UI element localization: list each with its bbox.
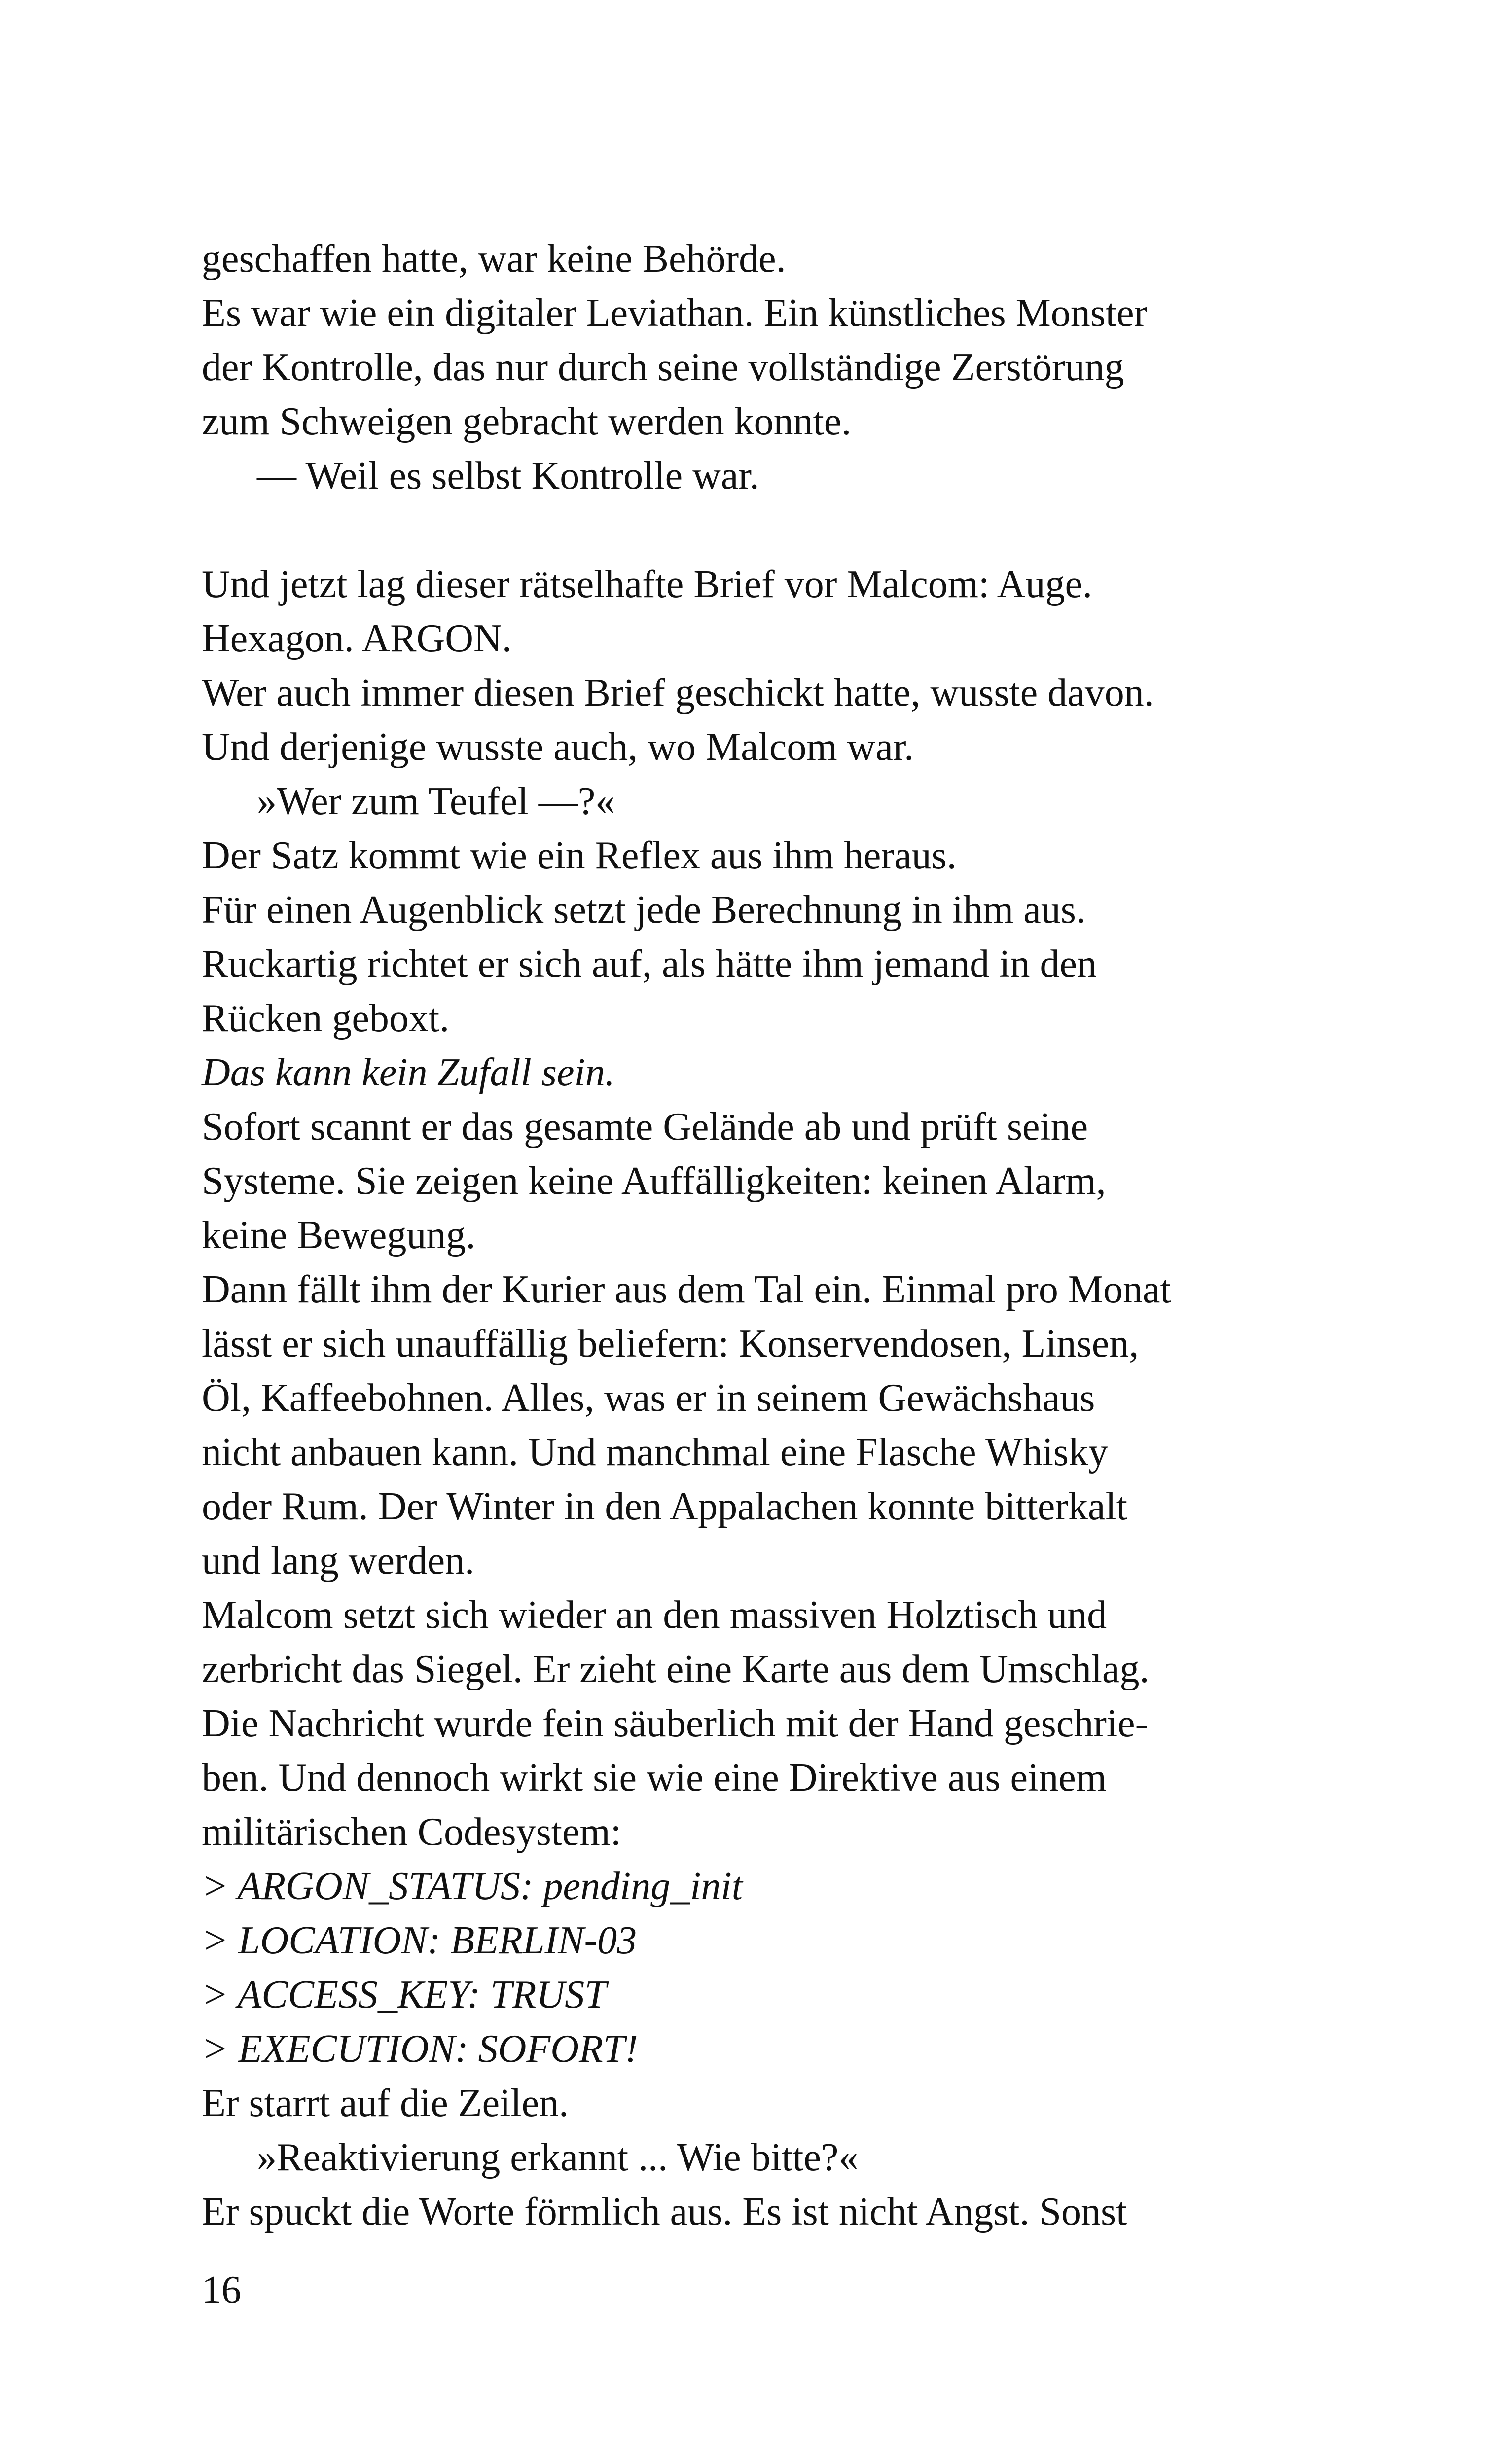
text-line: Ruckartig richtet er sich auf, als hätte ihm jemand in den — [202, 942, 1097, 986]
text-line: geschaffen hatte, war keine Behörde. — [202, 237, 786, 281]
italic-text-line: Das kann kein Zufall sein. — [202, 1051, 615, 1094]
page-number: 16 — [202, 2268, 241, 2312]
text-line: Hexagon. ARGON. — [202, 617, 512, 660]
text-line: der Kontrolle, das nur durch seine vollständige Zerstörung — [202, 346, 1124, 389]
text-line: »Reaktivierung erkannt ... Wie bitte?« — [257, 2136, 859, 2179]
text-line: und lang werden. — [202, 1539, 475, 1582]
text-line: Und derjenige wusste auch, wo Malcom war. — [202, 725, 914, 769]
text-line: zum Schweigen gebracht werden konnte. — [202, 400, 852, 443]
text-line: Er starrt auf die Zeilen. — [202, 2082, 569, 2125]
text-line: Der Satz kommt wie ein Reflex aus ihm heraus. — [202, 834, 957, 877]
text-line: »Wer zum Teufel —?« — [257, 780, 615, 823]
text-line: keine Bewegung. — [202, 1214, 476, 1257]
text-line: Er spuckt die Worte förmlich aus. Es ist nicht Angst. Sonst — [202, 2190, 1127, 2233]
text-line: lässt er sich unauffällig beliefern: Konservendosen, Linsen, — [202, 1322, 1139, 1366]
text-line: Die Nachricht wurde fein säuberlich mit der Hand geschrie- — [202, 1702, 1149, 1745]
text-line: Sofort scannt er das gesamte Gelände ab und prüft seine — [202, 1105, 1088, 1149]
text-line: Systeme. Sie zeigen keine Auffälligkeiten: keinen Alarm, — [202, 1159, 1106, 1203]
code-line: > LOCATION: BERLIN-03 — [202, 1919, 637, 1962]
text-line: Malcom setzt sich wieder an den massiven Holztisch und — [202, 1593, 1107, 1637]
text-line: ben. Und dennoch wirkt sie wie eine Direktive aus einem — [202, 1756, 1107, 1799]
text-line: nicht anbauen kann. Und manchmal eine Flasche Whisky — [202, 1431, 1109, 1474]
text-line: Wer auch immer diesen Brief geschickt hatte, wusste davon. — [202, 671, 1154, 715]
text-line: Für einen Augenblick setzt jede Berechnung in ihm aus. — [202, 888, 1086, 932]
code-line: > ACCESS_KEY: TRUST — [202, 1973, 607, 2016]
text-line: Rücken geboxt. — [202, 997, 450, 1040]
body-text — [202, 232, 1336, 2239]
text-line: militärischen Codesystem: — [202, 1810, 621, 1854]
text-line: zerbricht das Siegel. Er zieht eine Karte aus dem Umschlag. — [202, 1648, 1150, 1691]
code-line: > EXECUTION: SOFORT! — [202, 2027, 639, 2071]
text-line: — Weil es selbst Kontrolle war. — [257, 454, 759, 498]
text-line: Und jetzt lag dieser rätselhafte Brief vor Malcom: Auge. — [202, 563, 1093, 606]
text-line: Dann fällt ihm der Kurier aus dem Tal ein. Einmal pro Monat — [202, 1268, 1171, 1311]
text-line: oder Rum. Der Winter in den Appalachen konnte bitterkalt — [202, 1485, 1127, 1528]
text-line: Es war wie ein digitaler Leviathan. Ein künstliches Monster — [202, 291, 1148, 335]
paragraph-gap — [202, 503, 1336, 557]
code-line: > ARGON_STATUS: pending_init — [202, 1865, 743, 1908]
text-line: Öl, Kaffeebohnen. Alles, was er in seinem Gewächshaus — [202, 1376, 1095, 1420]
